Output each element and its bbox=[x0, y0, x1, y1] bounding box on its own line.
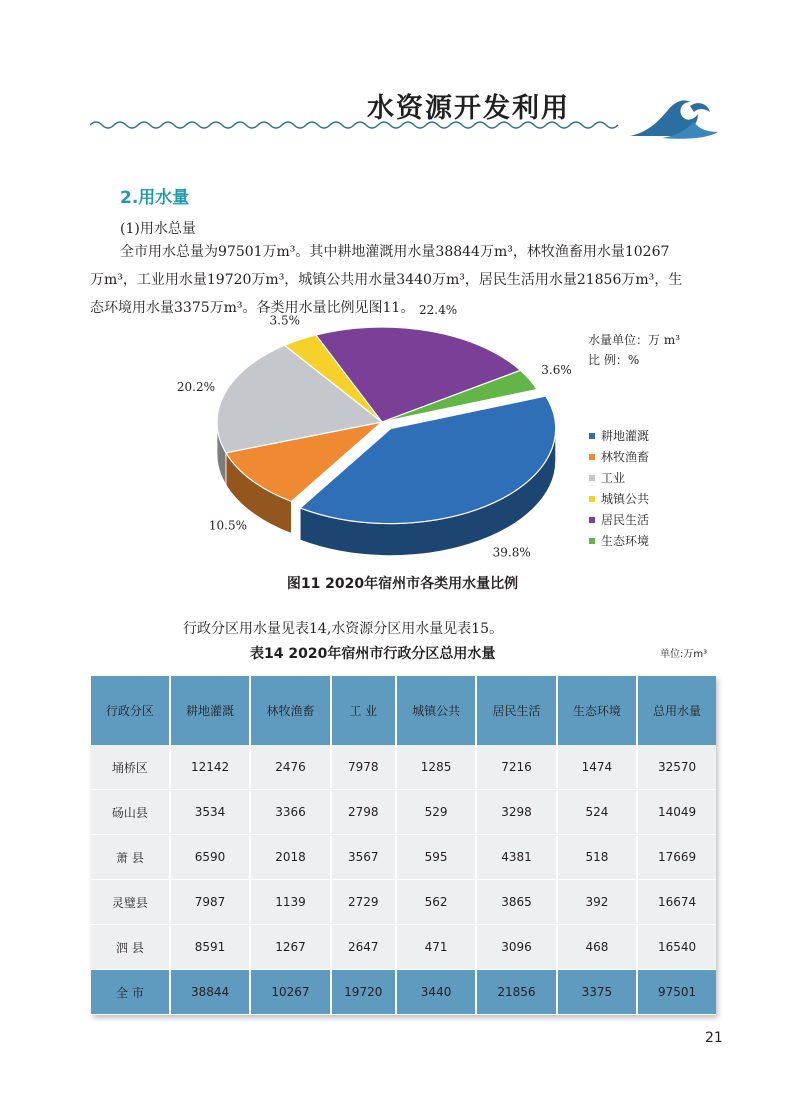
pie-data-label: 20.2% bbox=[176, 379, 216, 394]
table-cell: 3534 bbox=[170, 790, 250, 835]
table-cell: 萧 县 bbox=[91, 835, 170, 880]
table-caption: 表14 2020年宿州市行政分区总用水量 bbox=[250, 646, 496, 662]
legend-item bbox=[589, 509, 649, 530]
table-cell: 38844 bbox=[170, 970, 250, 1015]
table-cell: 97501 bbox=[637, 970, 716, 1015]
table-cell: 32570 bbox=[637, 745, 716, 790]
section-heading: 2.用水量 bbox=[120, 188, 190, 208]
chart-unit-note bbox=[588, 330, 680, 370]
table-row bbox=[91, 745, 716, 790]
legend-swatch bbox=[589, 433, 595, 439]
sub-heading: (1)用水总量 bbox=[120, 221, 196, 237]
table-cell: 7987 bbox=[170, 880, 250, 925]
legend-label: 耕地灌溉 bbox=[601, 429, 650, 443]
pie-data-label: 3.6% bbox=[541, 362, 572, 377]
legend-label: 居民生活 bbox=[601, 513, 650, 527]
table-cell: 砀山县 bbox=[91, 790, 170, 835]
table-cell: 6590 bbox=[170, 835, 250, 880]
table-cell: 3865 bbox=[476, 880, 556, 925]
legend-item bbox=[589, 488, 649, 509]
table-cell: 全 市 bbox=[91, 970, 170, 1015]
table-cell: 4381 bbox=[476, 835, 556, 880]
table-cell: 14049 bbox=[637, 790, 716, 835]
pie-data-label: 39.8% bbox=[492, 545, 531, 560]
chart-unit-line: 水量单位：万 m³ bbox=[588, 333, 681, 347]
legend-swatch bbox=[589, 538, 595, 544]
table-header-row bbox=[91, 676, 716, 745]
column-header: 城镇公共 bbox=[396, 676, 476, 745]
table-cell: 1267 bbox=[250, 925, 330, 970]
pie-data-label: 22.4% bbox=[419, 302, 458, 317]
table-cell: 3366 bbox=[250, 790, 330, 835]
legend-swatch bbox=[589, 454, 595, 460]
table-cell: 1139 bbox=[250, 880, 330, 925]
legend-label: 生态环境 bbox=[601, 534, 650, 548]
table-cell: 2647 bbox=[331, 925, 396, 970]
table-row bbox=[91, 880, 716, 925]
table-total-row bbox=[91, 970, 716, 1015]
table-cell: 7216 bbox=[476, 745, 556, 790]
legend-swatch bbox=[589, 475, 595, 481]
table-cell: 595 bbox=[396, 835, 476, 880]
pie-data-label: 3.5% bbox=[269, 313, 301, 328]
table-row bbox=[91, 835, 716, 880]
column-header: 耕地灌溉 bbox=[170, 676, 250, 745]
table-cell: 21856 bbox=[476, 970, 556, 1015]
table-cell: 3375 bbox=[557, 970, 637, 1015]
page-number: 21 bbox=[705, 1030, 723, 1046]
table-cell: 17669 bbox=[637, 835, 716, 880]
pie-data-label: 10.5% bbox=[208, 518, 248, 533]
table-cell: 518 bbox=[557, 835, 637, 880]
legend-label: 城镇公共 bbox=[601, 492, 650, 506]
legend-swatch bbox=[589, 496, 595, 502]
table-cell: 3440 bbox=[396, 970, 476, 1015]
column-header: 行政分区 bbox=[91, 676, 170, 745]
table-row bbox=[91, 790, 716, 835]
table-row bbox=[91, 925, 716, 970]
chart-ratio-line: 比 例：% bbox=[588, 353, 640, 367]
table-cell: 392 bbox=[557, 880, 637, 925]
table-cell: 19720 bbox=[331, 970, 396, 1015]
figure-caption: 图11 2020年宿州市各类用水量比例 bbox=[286, 576, 519, 592]
table-cell: 10267 bbox=[250, 970, 330, 1015]
column-header: 工 业 bbox=[331, 676, 396, 745]
table-cell: 8591 bbox=[170, 925, 250, 970]
table-cell: 1285 bbox=[396, 745, 476, 790]
table-cell: 16540 bbox=[637, 925, 716, 970]
column-header: 居民生活 bbox=[476, 676, 556, 745]
table-cell: 泗 县 bbox=[91, 925, 170, 970]
paragraph-line: 态环境用水量3375万m³。各类用水量比例见图11。 bbox=[90, 300, 415, 316]
table-cell: 2018 bbox=[250, 835, 330, 880]
table-cell: 3096 bbox=[476, 925, 556, 970]
table-cell: 468 bbox=[557, 925, 637, 970]
table-cell: 2798 bbox=[331, 790, 396, 835]
legend-item bbox=[589, 467, 649, 488]
table-cell: 12142 bbox=[170, 745, 250, 790]
table-cell: 3567 bbox=[331, 835, 396, 880]
legend-item bbox=[589, 530, 649, 551]
table-cell: 529 bbox=[396, 790, 476, 835]
table-cell: 1474 bbox=[557, 745, 637, 790]
water-use-table bbox=[91, 676, 716, 1015]
table-cell: 16674 bbox=[637, 880, 716, 925]
legend-item bbox=[589, 425, 649, 446]
table-cell: 3298 bbox=[476, 790, 556, 835]
legend-label: 工业 bbox=[601, 471, 626, 485]
table-cell: 2476 bbox=[250, 745, 330, 790]
paragraph-line: 万m³，工业用水量19720万m³，城镇公共用水量3440万m³，居民生活用水量21856万m³，生 bbox=[90, 272, 683, 288]
legend-item bbox=[589, 446, 649, 467]
page-header-title: 水资源开发利用 bbox=[367, 93, 570, 124]
table-cell: 471 bbox=[396, 925, 476, 970]
chart-legend bbox=[589, 425, 649, 551]
legend-label: 林牧渔畜 bbox=[601, 450, 650, 464]
table-reference-text: 行政分区用水量见表14,水资源分区用水量见表15。 bbox=[183, 621, 504, 637]
table-unit: 单位:万m³ bbox=[660, 649, 708, 660]
table-cell: 7978 bbox=[331, 745, 396, 790]
table-cell: 524 bbox=[557, 790, 637, 835]
table-cell: 562 bbox=[396, 880, 476, 925]
table-cell: 灵璧县 bbox=[91, 880, 170, 925]
legend-swatch bbox=[589, 517, 595, 523]
table-cell: 埇桥区 bbox=[91, 745, 170, 790]
column-header: 林牧渔畜 bbox=[250, 676, 330, 745]
paragraph-line: 全市用水总量为97501万m³。其中耕地灌溉用水量38844万m³，林牧渔畜用水量10267 bbox=[120, 244, 670, 260]
table-cell: 2729 bbox=[331, 880, 396, 925]
column-header: 总用水量 bbox=[637, 676, 716, 745]
column-header: 生态环境 bbox=[557, 676, 637, 745]
